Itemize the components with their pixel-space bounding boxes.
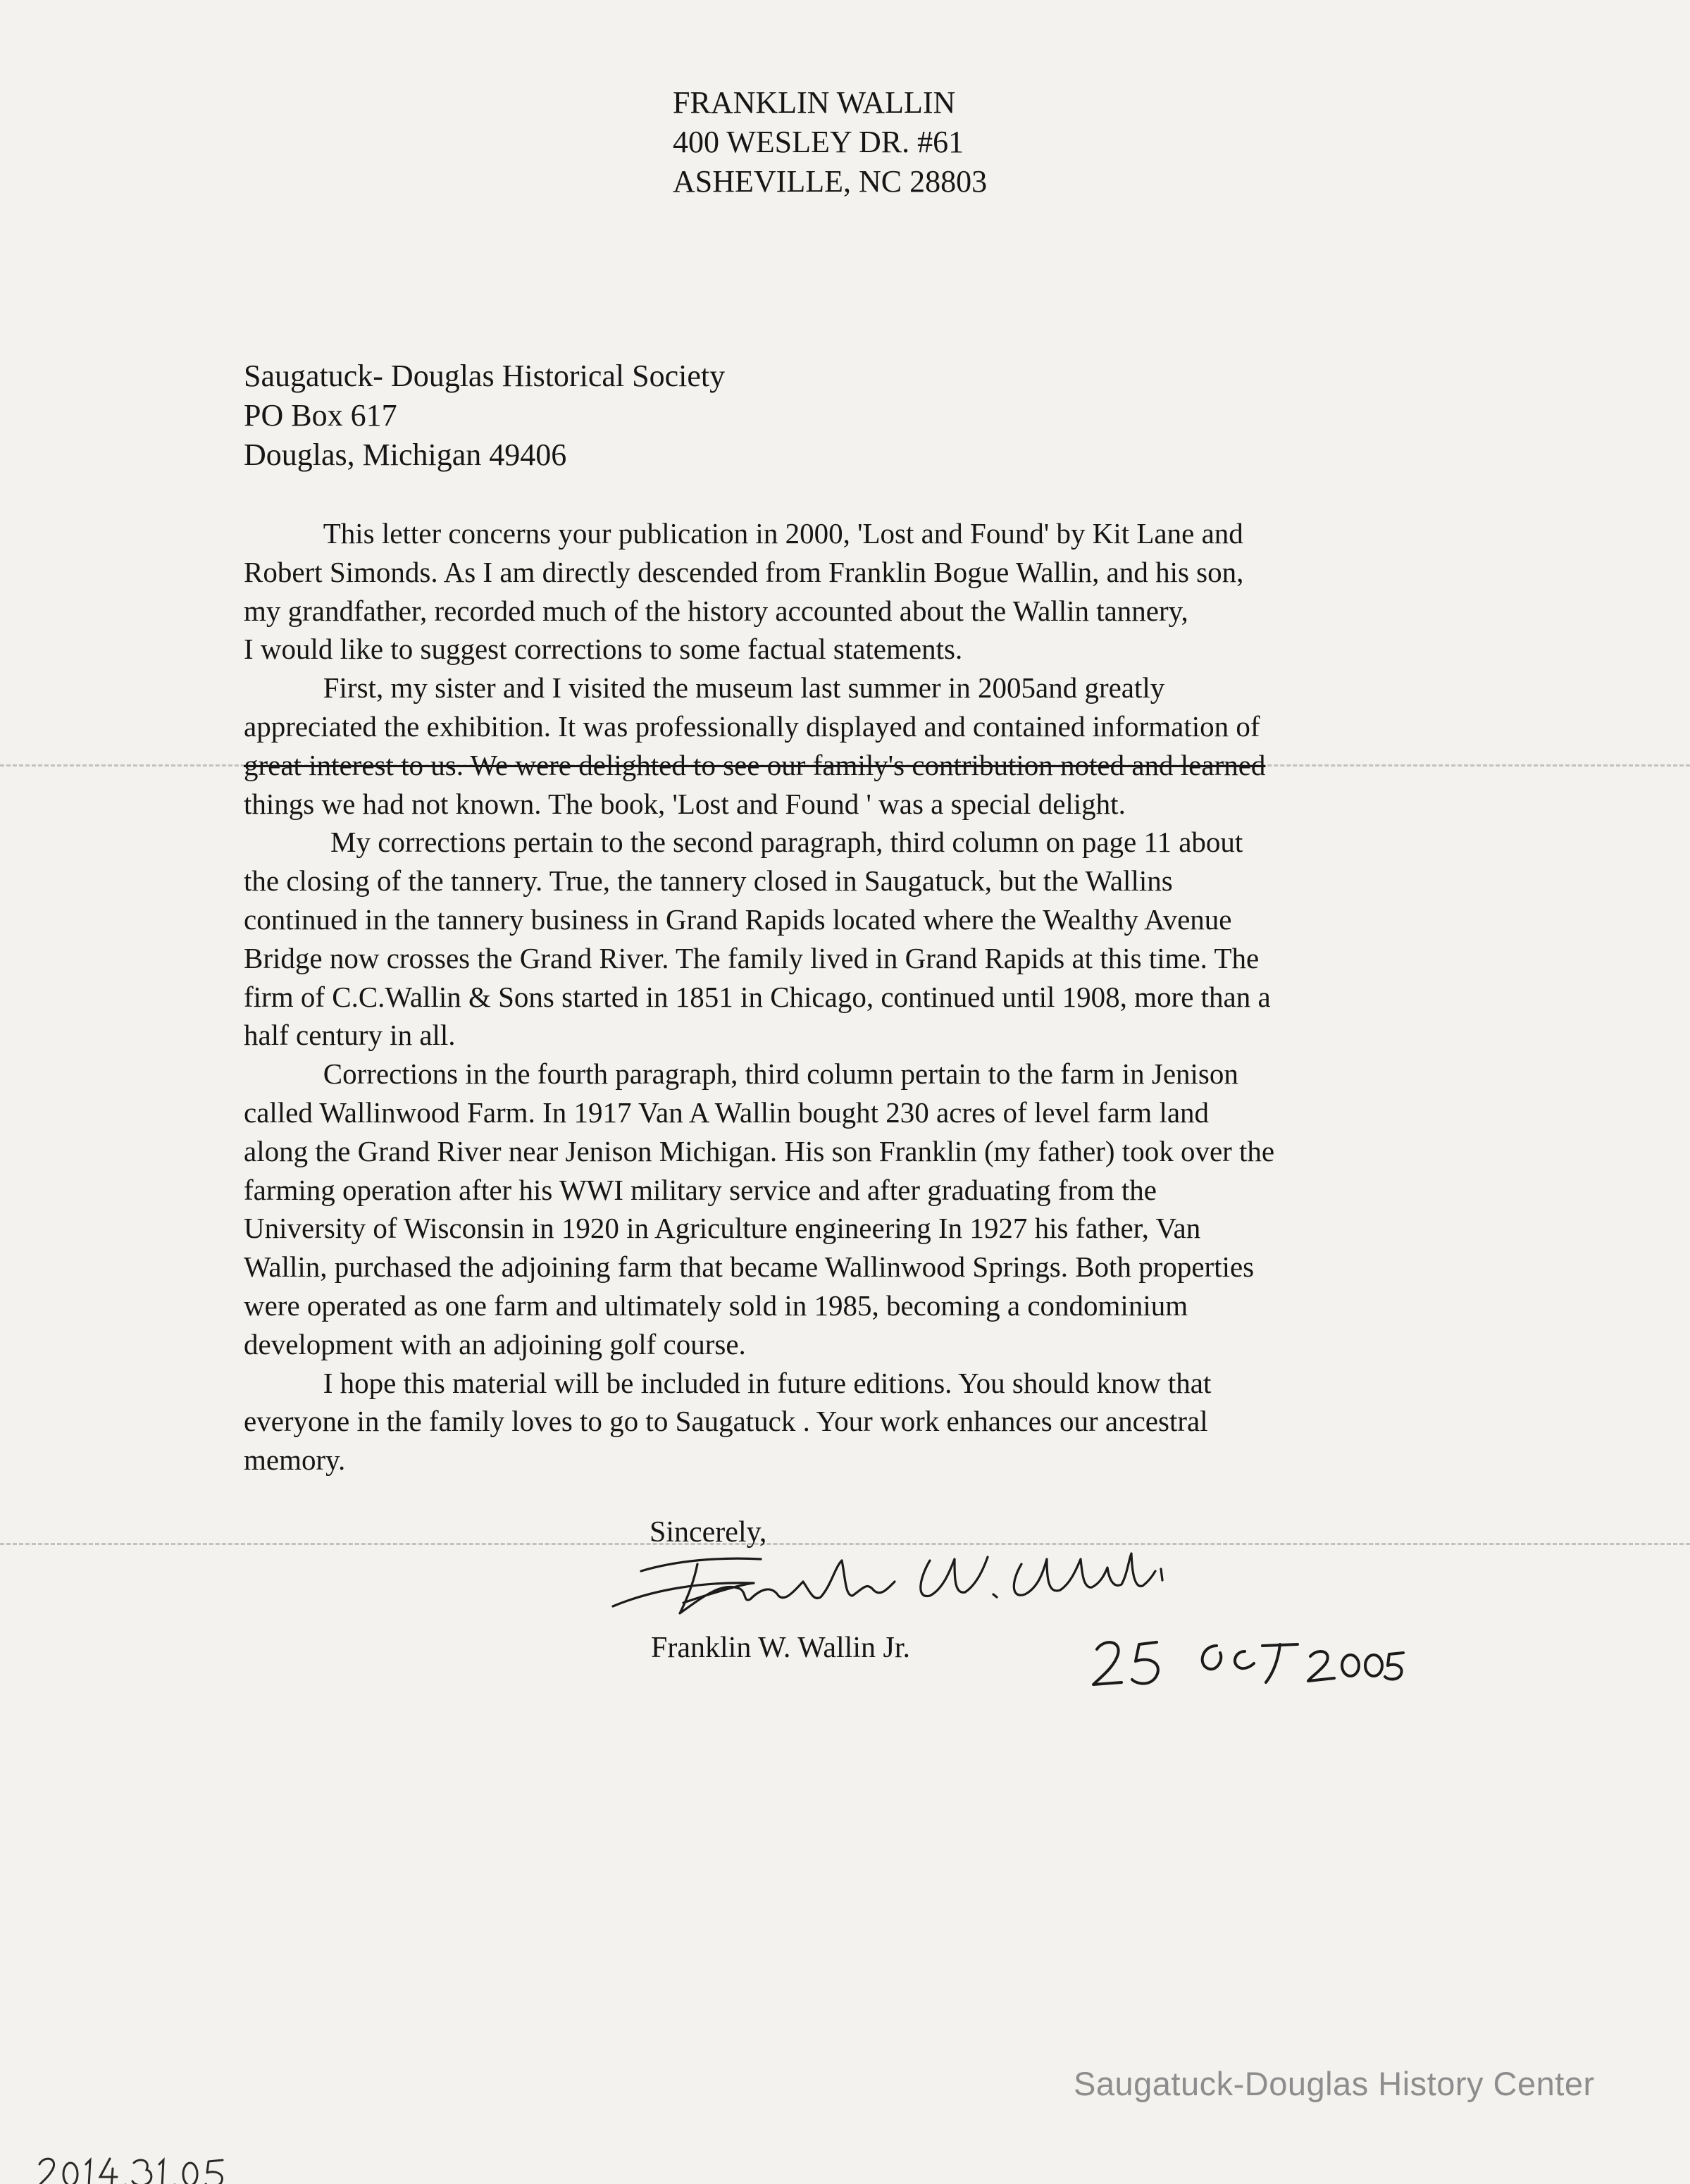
printed-name: Franklin W. Wallin Jr. bbox=[651, 1632, 911, 1664]
body-line: everyone in the family loves to go to Saugatuck . Your work enhances our ancestral bbox=[244, 1405, 1208, 1438]
body-line: my grandfather, recorded much of the history accounted about the Wallin tannery, bbox=[244, 594, 1188, 627]
signature-text bbox=[0, 0, 1, 1]
body-line: half century in all. bbox=[244, 1019, 456, 1052]
letter-body bbox=[244, 514, 1274, 1479]
body-line: called Wallinwood Farm. In 1917 Van A Wallin bought 230 acres of level farm land bbox=[244, 1096, 1210, 1129]
body-line: development with an adjoining golf course. bbox=[244, 1327, 746, 1360]
body-line: Robert Simonds. As I am directly descended from Franklin Bogue Wallin, and his son, bbox=[244, 555, 1244, 588]
body-line: things we had not known. The book, 'Lost and Found ' was a special delight. bbox=[244, 787, 1126, 820]
body-line: Bridge now crosses the Grand River. The family lived in Grand Rapids at this time. The bbox=[244, 941, 1260, 974]
body-line: My corrections pertain to the second paragraph, third column on page 11 about bbox=[244, 826, 1243, 859]
sender-city: ASHEVILLE, NC 28803 bbox=[673, 164, 988, 199]
body-line: University of Wisconsin in 1920 in Agriculture engineering In 1927 his father, Van bbox=[244, 1212, 1201, 1245]
body-line: First, my sister and I visited the museum last summer in 2005and greatly bbox=[244, 671, 1165, 705]
body-line: firm of C.C.Wallin & Sons started in 1851 in Chicago, continued until 1908, more than a bbox=[244, 980, 1271, 1013]
recipient-org: Saugatuck- Douglas Historical Society bbox=[244, 359, 726, 393]
sender-name: FRANKLIN WALLIN bbox=[673, 85, 956, 120]
handwritten-date bbox=[1086, 1625, 1410, 1695]
body-line: This letter concerns your publication in 2000, 'Lost and Found' by Kit Lane and bbox=[244, 517, 1243, 550]
valediction: Sincerely, bbox=[650, 1516, 767, 1549]
body-line: continued in the tannery business in Grand Rapids located where the Wealthy Avenue bbox=[244, 902, 1232, 936]
recipient-city: Douglas, Michigan 49406 bbox=[244, 438, 567, 472]
body-line: Corrections in the fourth paragraph, third column pertain to the farm in Jenison bbox=[244, 1057, 1238, 1091]
handwritten-signature bbox=[599, 1539, 1176, 1624]
accession-number-text bbox=[0, 0, 1, 1]
body-line: appreciated the exhibition. It was professionally displayed and contained information of bbox=[244, 709, 1260, 743]
body-line: I would like to suggest corrections to some factual statements. bbox=[244, 633, 963, 666]
body-line: memory. bbox=[244, 1444, 346, 1477]
body-line: were operated as one farm and ultimately sold in 1985, becoming a condominium bbox=[244, 1289, 1188, 1322]
body-line: farming operation after his WWI military service and after graduating from the bbox=[244, 1173, 1157, 1206]
sender-street: 400 WESLEY DR. #61 bbox=[673, 125, 964, 159]
body-line: I hope this material will be included in future editions. You should know that bbox=[244, 1366, 1212, 1399]
sender-letterhead bbox=[673, 83, 987, 201]
body-line: along the Grand River near Jenison Michigan. His son Franklin (my father) took over the bbox=[244, 1134, 1275, 1167]
recipient-address bbox=[244, 356, 725, 475]
body-line: Wallin, purchased the adjoining farm that became Wallinwood Springs. Both properties bbox=[244, 1251, 1255, 1284]
body-line-folded: great interest to us. We were delighted to see our family's contribution noted and learned bbox=[244, 748, 1266, 781]
accession-number bbox=[34, 2149, 259, 2184]
handwritten-date-text bbox=[0, 0, 1, 1]
recipient-box: PO Box 617 bbox=[244, 398, 397, 433]
body-line: the closing of the tannery. True, the tannery closed in Saugatuck, but the Wallins bbox=[244, 864, 1173, 898]
archive-watermark: Saugatuck-Douglas History Center bbox=[1074, 2065, 1595, 2102]
